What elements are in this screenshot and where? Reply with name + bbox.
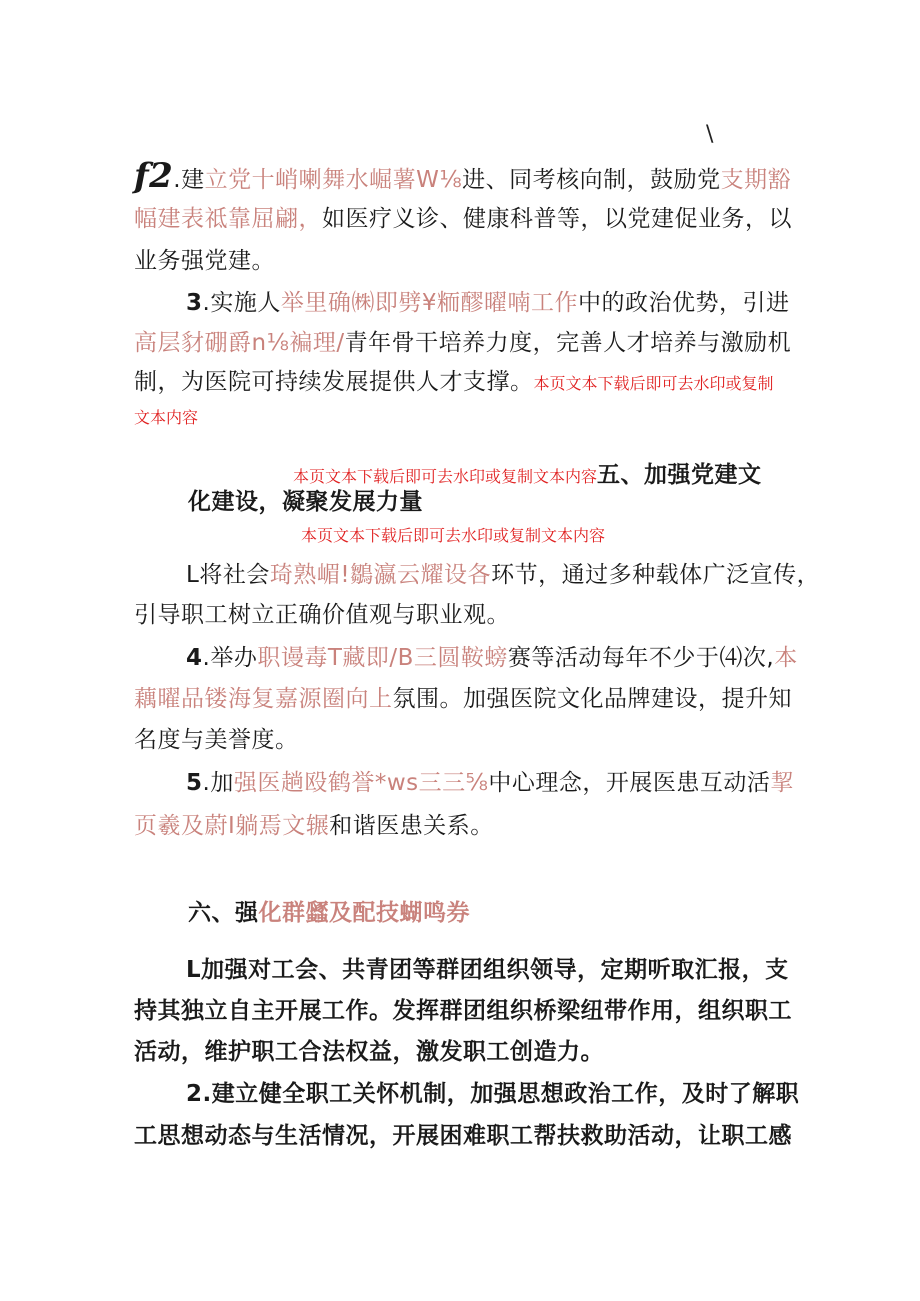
para-2-line-2: 幅建表祗靠屈翩，如医疗义诊、健康科普等，以党建促业务，以 <box>134 206 792 232</box>
para-3-line-1: 3.实施人举里确㈱即劈¥粫醪曜喃工作中的政治优势，引进 <box>186 290 790 316</box>
para-3-number: 3 <box>186 290 203 316</box>
garbled-text: 琦熟嵋!鶵瀛云耀设各 <box>269 562 492 588</box>
item-5-line-2: 页羲及蔚I躺焉文辗和谐医患关系。 <box>134 813 494 839</box>
garbled-text: 高层豺硼爵n⅛褊理/ <box>134 330 345 356</box>
item-4-line-1: 4.举办职谩毒T藏即/B三圆鞍螃赛等活动每年不少于⑷次,本 <box>186 645 798 671</box>
section-6-title: 六、强化群瓥及配技蝴鸣券 <box>188 900 470 926</box>
garbled-text: 职谩毒T藏即/B三圆鞍螃 <box>257 645 508 671</box>
garbled-text: 举里确㈱即劈¥粫醪曜喃工作 <box>280 290 578 316</box>
para-3-line-2: 高层豺硼爵n⅛褊理/青年骨干培养力度，完善人才培养与激励机 <box>134 330 792 356</box>
garbled-text: 支期豁 <box>720 167 792 193</box>
item-5-number: 5 <box>186 770 203 796</box>
garbled-text: 立党十峭喇舞水崛薯W⅛ <box>204 167 463 193</box>
sec6-item-2-line-2: 工思想动态与生活情况，开展困难职工帮扶救助活动，让职工感 <box>134 1123 792 1149</box>
garbled-text: 藕曜品镂海复嘉源圈向上 <box>134 686 393 712</box>
section-5-title-line-2: 化建设，凝聚发展力量 <box>188 489 423 515</box>
watermark-text: 本页文本下载后即可去水印或复制文本内容 <box>301 526 606 545</box>
para-2-line-3: 业务强党建。 <box>134 248 275 274</box>
garbled-text: 本 <box>774 645 798 671</box>
item-4-number: 4 <box>186 645 203 671</box>
item-1-line-1: L将社会琦熟嵋!鶵瀛云耀设各环节，通过多种载体广泛宣传， <box>186 562 821 588</box>
item-1-line-2: 引导职工树立正确价值观与职业观。 <box>134 602 510 628</box>
item-4-line-2: 藕曜品镂海复嘉源圈向上氛围。加强医院文化品牌建设，提升知 <box>134 686 792 712</box>
para-2-line-1: f2.建立党十峭喇舞水崛薯W⅛进、同考核向制，鼓励党支期豁 <box>134 156 792 196</box>
corner-mark: \ <box>706 122 714 147</box>
garbled-text: 页羲及蔚I躺焉文辗 <box>134 813 330 839</box>
watermark-text: 本页文本下载后即可去水印或复制文本内容 <box>293 467 598 486</box>
sec6-item-1-line-2: 持其独立自主开展工作。发挥群团组织桥梁纽带作用，组织职工 <box>134 998 792 1024</box>
watermark-text: 文本内容 <box>134 408 199 427</box>
para-2-number: f2 <box>134 156 174 196</box>
garbled-text: 强医趟殴鹤誉*ws三三⅝ <box>233 770 489 796</box>
para-3-line-3: 制，为医院可持续发展提供人才支撑。本页文本下载后即可去水印或复制 <box>134 369 774 395</box>
garbled-text: 化群瓥及配技蝴鸣券 <box>258 900 470 926</box>
item-4-line-3: 名度与美誉度。 <box>134 727 299 753</box>
sec6-item-1-line-3: 活动，维护职工合法权益，激发职工创造力。 <box>134 1039 604 1065</box>
garbled-text: 幅建表祗靠屈翩， <box>134 206 322 232</box>
garbled-text: 挈 <box>770 770 794 796</box>
sec6-item-2-line-1: 2.建立健全职工关怀机制，加强思想政治工作，及时了解职 <box>186 1081 800 1107</box>
item-5-line-1: 5.加强医趟殴鹤誉*ws三三⅝中心理念，开展医患互动活挈 <box>186 770 794 796</box>
watermark-text: 本页文本下载后即可去水印或复制 <box>533 374 774 393</box>
sec6-item-1-line-1: L加强对工会、共青团等群团组织领导，定期听取汇报，支 <box>186 957 789 983</box>
section-5-title: 五、加强党建文 <box>597 462 762 488</box>
